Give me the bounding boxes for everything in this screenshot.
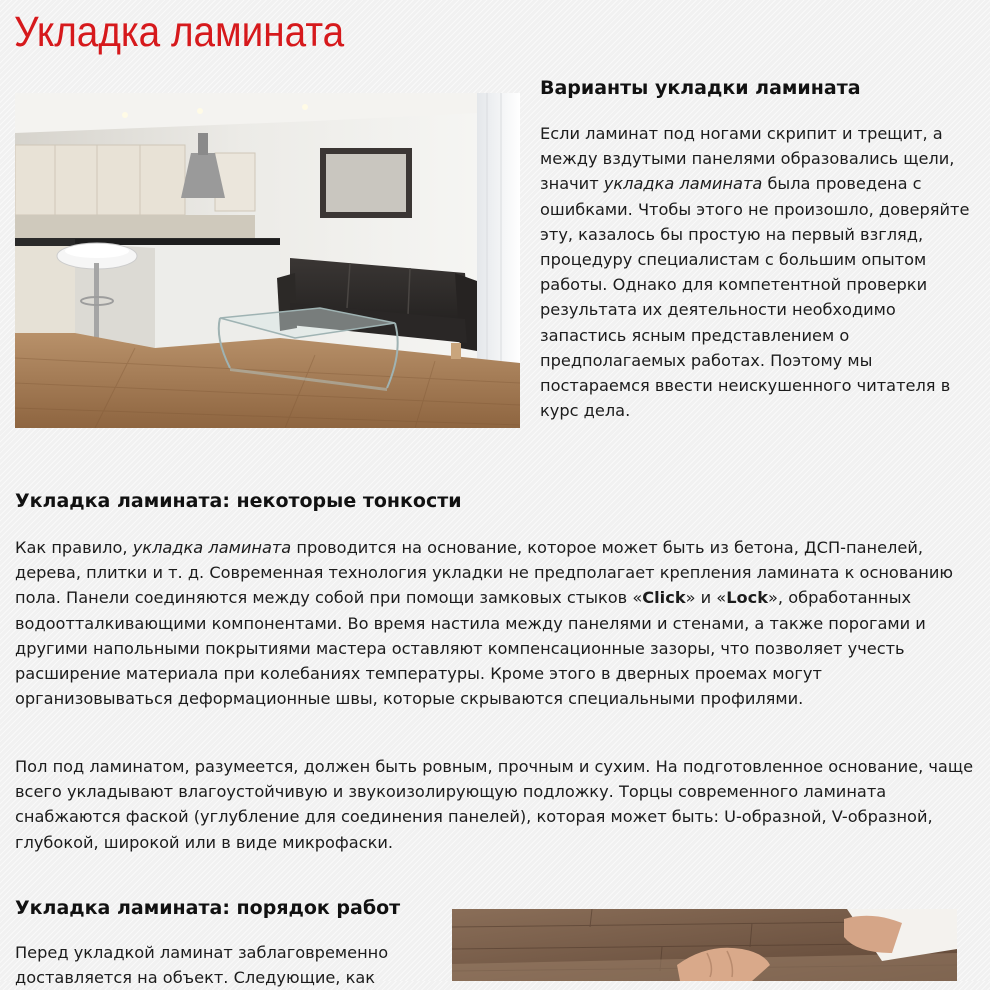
bold-term-lock: Lock	[726, 588, 769, 608]
section-heading-nuances: Укладка ламината: некоторые тонкости	[15, 490, 462, 512]
paragraph-text: », обработанных водоотталкивающими компонентами. Во время настила между панелями и стенами, а также порогами и другими напольными покрытиями мастера оставляют компенсационные зазоры, что позволяет учесть расширение материала при колебаниях температуры. Кроме этого в дверных проемах могут организовываться деформационные швы, которые скрываются специальными профилями.	[15, 588, 926, 709]
section-heading-order: Укладка ламината: порядок работ	[15, 897, 401, 919]
emphasis-term: укладка ламината	[603, 174, 763, 194]
laminate-installation-photo	[452, 909, 957, 981]
emphasis-term: укладка ламината	[132, 538, 292, 557]
paragraph-text: Как правило,	[15, 538, 133, 557]
paragraph-text: была проведена с ошибками. Чтобы этого не произошло, доверяйте эту, казалось бы простую на первый взгляд, процедуру специалистам с большим опытом работы. Однако для компетентной проверки результата их деятельности необходимо запастись ясным представлением о предполагаемых работах. Поэтому мы постараемся ввести неискушенного читателя в курс дела.	[540, 174, 970, 421]
section-heading-variants: Варианты укладки ламината	[540, 77, 861, 99]
paragraph-variants	[540, 121, 980, 423]
paragraph-nuances	[15, 535, 981, 711]
paragraph-text: проводится на основание, которое может быть из бетона, ДСП-панелей, дерева, плитки и т. д. Современная технология укладки не предполагает крепления ламината к основанию пола. Панели соединяются между собой при помощи замковых стыков «	[15, 538, 954, 608]
bold-term-click: Click	[642, 588, 686, 608]
page-title: Укладка ламината	[14, 8, 345, 56]
paragraph-text: » и «	[685, 588, 727, 608]
paragraph-floor: Пол под ламинатом, разумеется, должен быть ровным, прочным и сухим. На подготовленное основание, чаще всего укладывают влагоустойчивую и звукоизолирующую подложку. Торцы современного ламината снабжаются фаской (углубление для соединения панелей), которая может быть: U-образной, V-образной, глубокой, широкой или в виде микрофаски.	[15, 757, 974, 852]
paragraph-text: Если ламинат под ногами скрипит и трещит, а между вздутыми панелями образовались щели, значит	[540, 124, 955, 194]
living-room-laminate-photo	[15, 93, 520, 428]
paragraph-order: Перед укладкой ламинат заблаговременно доставляется на объект. Следующие, как	[15, 943, 389, 988]
